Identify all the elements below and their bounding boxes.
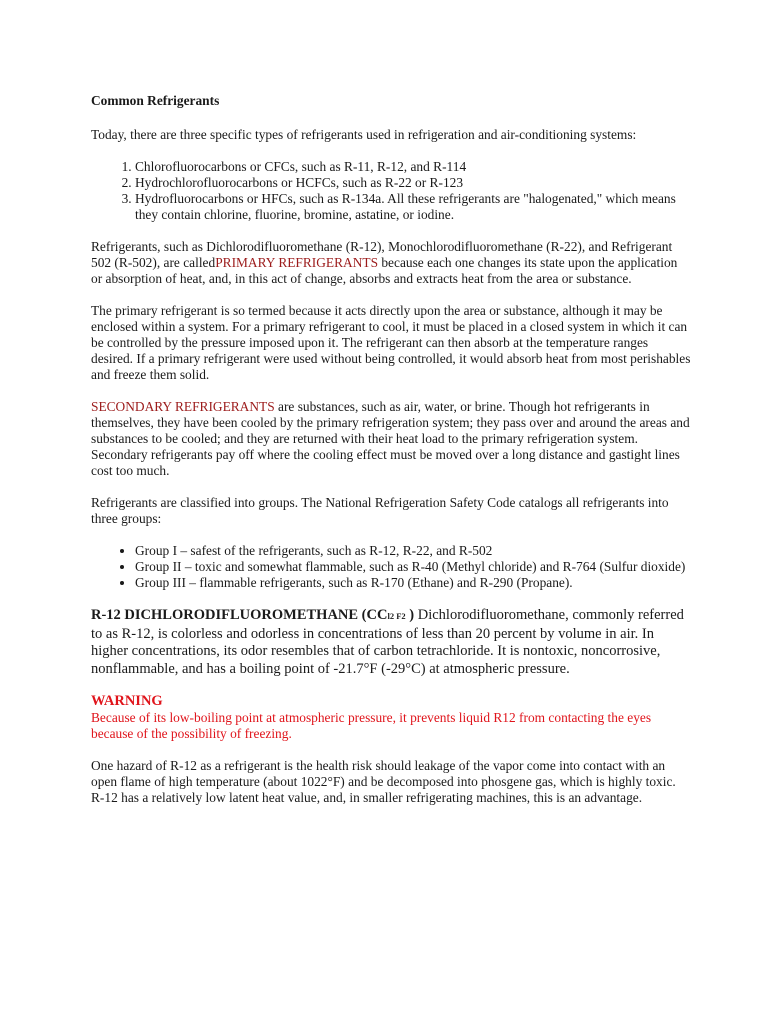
- hazard-paragraph: One hazard of R-12 as a refrigerant is the health risk should leakage of the vapor come into contact with an open flame of high temperature (about 1022°F) and be decomposed into phosgene gas, which is highly toxic. R-12 has a relatively low latent heat value, and, in smaller refrigerating machines, this is an advantage.: [91, 758, 676, 805]
- r12-paragraph: [91, 607, 691, 678]
- list-item: 3. Hydrofluorocarbons or HFCs, such as R-134a. All these refrigerants are "halogenated," which means they contain chlorine, fluorine, bromine, astatine, or iodine.: [135, 191, 691, 223]
- list-item: • Group III – flammable refrigerants, such as R-170 (Ethane) and R-290 (Propane).: [135, 575, 691, 591]
- r12-heading-close: ): [405, 607, 418, 623]
- primary-explained-paragraph: The primary refrigerant is so termed because it acts directly upon the area or substance, although it may be enclosed within a system. For a primary refrigerant to cool, it must be placed in a closed system in which it can be controlled by the pressure imposed upon it. The refrigerant can then absorb at the temperature ranges desired. If a primary refrigerant were used without being controlled, it would absorb heat from most perishables and freeze them solid.: [91, 303, 691, 382]
- list-item: 1. Chlorofluorocarbons or CFCs, such as R-11, R-12, and R-114: [135, 159, 691, 175]
- primary-refrigerants-term: PRIMARY REFRIGERANTS: [215, 255, 379, 270]
- secondary-refrigerants-paragraph: [91, 399, 691, 479]
- r12-formula-subscript: l2 F2: [387, 611, 406, 621]
- list-item: • Group I – safest of the refrigerants, such as R-12, R-22, and R-502: [135, 543, 691, 559]
- warning-text: Because of its low-boiling point at atmospheric pressure, it prevents liquid R12 from contacting the eyes because of the possibility of freezing.: [91, 710, 652, 741]
- warning-title: WARNING: [91, 693, 163, 709]
- groups-intro-paragraph: Refrigerants are classified into groups. The National Refrigeration Safety Code catalogs all refrigerants into three groups:: [91, 495, 669, 526]
- secondary-refrigerants-term: SECONDARY REFRIGERANTS: [91, 399, 275, 414]
- paragraph-text: Refrigerants, such as Dichlorodifluoromethane (R-12), Monochlorodifluoromethane (R-22), and Refrigerant 502 (R-502), are called: [91, 239, 673, 270]
- refrigerant-types-list: [91, 159, 691, 223]
- document-title: Common Refrigerants: [91, 93, 220, 108]
- list-item: • Group II – toxic and somewhat flammable, such as R-40 (Methyl chloride) and R-764 (Sulfur dioxide): [135, 559, 691, 575]
- paragraph-text: because each one changes its state upon the application or absorption of heat, and, in this act of change, absorbs and extracts heat from the area or substance.: [91, 255, 678, 286]
- document-page: [91, 93, 691, 822]
- paragraph-text: are substances, such as air, water, or brine. Though hot refrigerants in themselves, they have been cooled by the primary refrigeration system; they pass over and around the areas and substances to be cooled; and they are returned with their heat load to the primary refrigeration system. Secondary refrigerants pay off where the cooling effect must be moved over a long distance and gastight lines cost too much.: [91, 399, 690, 478]
- refrigerant-groups-list: [91, 543, 691, 591]
- warning-block: [91, 693, 691, 742]
- primary-refrigerants-paragraph: [91, 239, 691, 287]
- intro-paragraph: Today, there are three specific types of refrigerants used in refrigeration and air-conditioning systems:: [91, 127, 637, 142]
- list-item: 2. Hydrochlorofluorocarbons or HCFCs, such as R-22 or R-123: [135, 175, 691, 191]
- r12-body: Dichlorodifluoromethane, commonly referred to as R-12, is colorless and odorless in concentrations of less than 20 percent by volume in air. In higher concentrations, its odor resembles that of carbon tetrachloride. It is nontoxic, noncorrosive, nonflammable, and has a boiling point of -21.7°F (-29°C) at atmospheric pressure.: [91, 607, 684, 677]
- r12-heading: R-12 DICHLORODIFLUOROMETHANE (CC: [91, 607, 388, 623]
